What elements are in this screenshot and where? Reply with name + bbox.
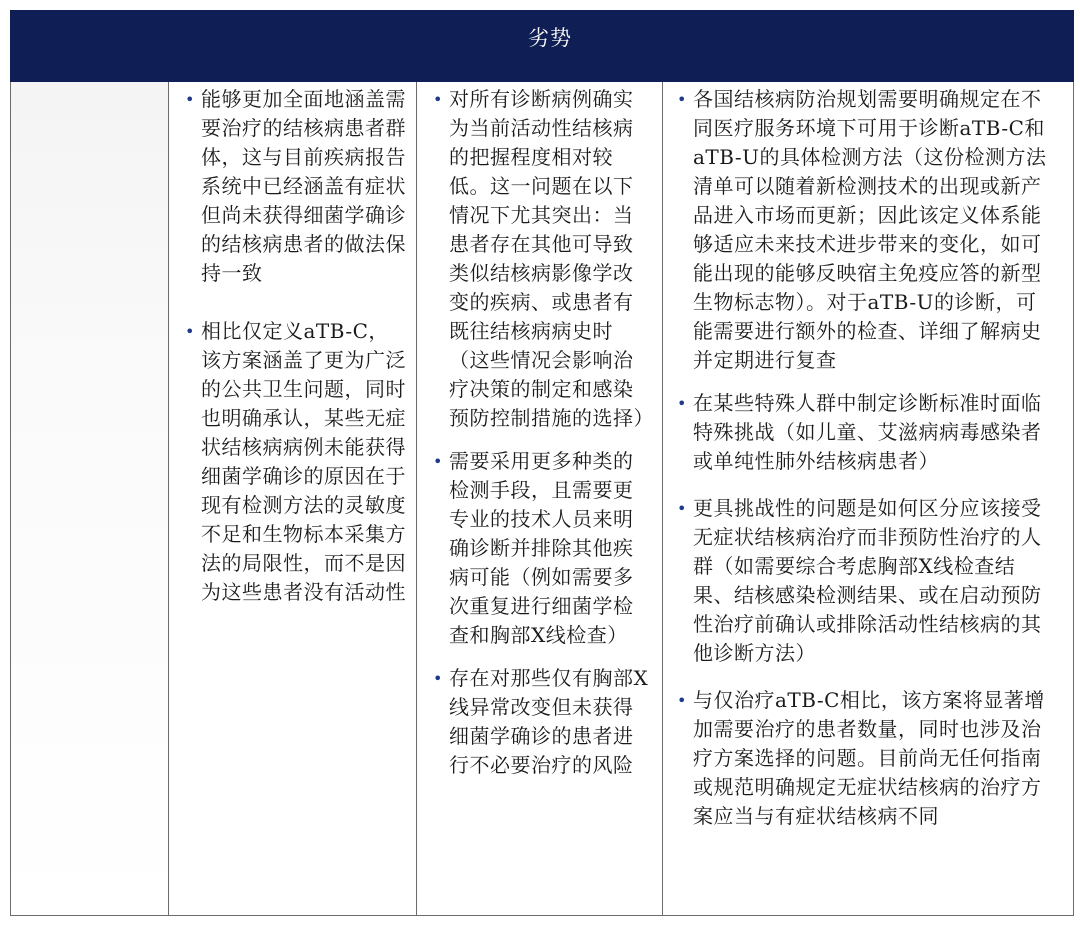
list-item [677,494,1055,668]
list-item [185,317,408,607]
list-item [433,85,654,433]
disadvantages-column-2 [417,82,663,915]
list-item [433,447,652,650]
list-item-text: 需要采用更多种类的检测手段，且需要更专业的技术人员来明确诊断并排除其他疾病可能（例如需要多次重复进行细菌学检查和胸部X线检查） [449,449,634,647]
list-item-text: 对所有诊断病例确实为当前活动性结核病的把握程度相对较低。这一问题在以下情况下尤其突出：当患者存在其他可导致类似结核病影像学改变的疾病、或患者有既往结核病病史时（这些情况会影响治疗决策的制定和感染预防控制措施的选择） [449,87,654,430]
bullet-icon: • [677,90,687,109]
list-item [677,85,1055,375]
bullet-icon: • [677,394,687,413]
list-item-text: 能够更加全面地涵盖需要治疗的结核病患者群体，这与目前疾病报告系统中已经涵盖有症状但尚未获得细菌学确诊的结核病患者的做法保持一致 [201,87,406,285]
table-body [10,82,1074,916]
disadvantages-column-3 [663,82,1073,915]
table-header-bar [10,10,1074,82]
bullet-icon: • [677,691,687,710]
list-item-text: 更具挑战性的问题是如何区分应该接受无症状结核病治疗而非预防性治疗的人群（如需要综合考虑胸部X线检查结果、结核感染检测结果、或在启动预防性治疗前确认或排除活动性结核病的其他诊断方法） [693,496,1042,665]
list-item [185,85,408,288]
list-item [433,664,652,780]
list-item [677,686,1055,831]
list-item-text: 在某些特殊人群中制定诊断标准时面临特殊挑战（如儿童、艾滋病病毒感染者或单纯性肺外结核病患者） [693,391,1042,473]
bullet-icon: • [433,452,443,471]
row-stub-column [11,82,169,915]
bullet-list [417,82,662,780]
list-item [677,389,1055,476]
list-item-text: 与仅治疗aTB-C相比，该方案将显著增加需要治疗的患者数量，同时也涉及治疗方案选择的问题。目前尚无任何指南或规范明确规定无症状结核病的治疗方案应当与有症状结核病不同 [693,688,1045,828]
bullet-list [169,82,416,607]
bullet-icon: • [185,322,195,341]
bullet-icon: • [433,90,443,109]
bullet-icon: • [185,90,195,109]
list-item-text: 存在对那些仅有胸部X线异常改变但未获得细菌学确诊的患者进行不必要治疗的风险 [449,666,649,777]
header-title: 劣势 [528,26,572,50]
bullet-icon: • [433,669,443,688]
bullet-list [663,82,1073,831]
bullet-icon: • [677,499,687,518]
list-item-text: 相比仅定义aTB-C，该方案涵盖了更为广泛的公共卫生问题，同时也明确承认，某些无症状结核病病例未能获得细菌学确诊的原因在于现有检测方法的灵敏度不足和生物标本采集方法的局限性，而不是因为这些患者没有活动性 [201,319,406,604]
disadvantages-column-1 [169,82,417,915]
list-item-text: 各国结核病防治规划需要明确规定在不同医疗服务环境下可用于诊断aTB-C和aTB-U的具体检测方法（这份检测方法清单可以随着新检测技术的出现或新产品进入市场而更新；因此该定义体系能够适应未来技术进步带来的变化，如可能出现的能够反映宿主免疫应答的新型生物标志物）。对于aTB-U的诊断，可能需要进行额外的检查、详细了解病史并定期进行复查 [693,87,1047,372]
